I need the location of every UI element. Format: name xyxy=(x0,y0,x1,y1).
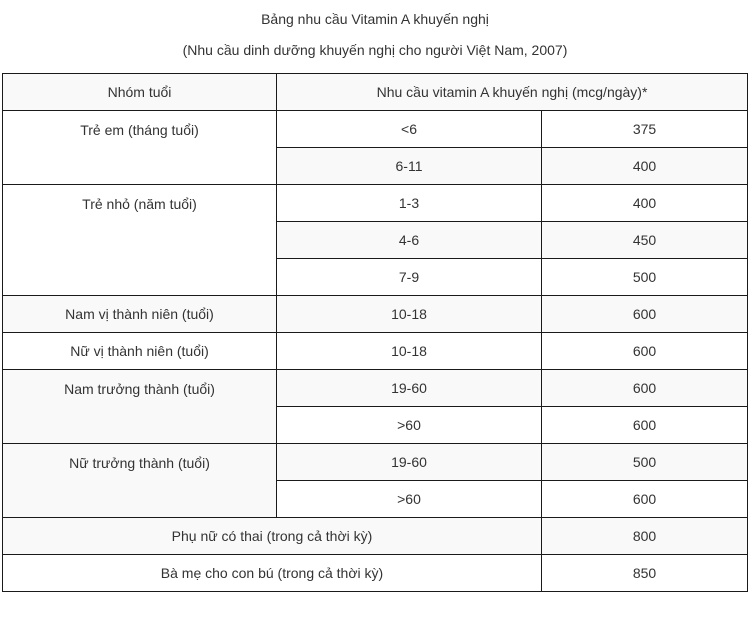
value-cell: 450 xyxy=(542,222,748,259)
vitamin-a-table xyxy=(2,73,748,592)
age-cell: 10-18 xyxy=(277,296,542,333)
age-cell: 19-60 xyxy=(277,370,542,407)
value-cell: 800 xyxy=(542,518,748,555)
special-label: Phụ nữ có thai (trong cả thời kỳ) xyxy=(3,518,542,555)
value-cell: 500 xyxy=(542,259,748,296)
age-cell: 4-6 xyxy=(277,222,542,259)
group-label: Nam trưởng thành (tuổi) xyxy=(3,370,277,444)
value-cell: 600 xyxy=(542,481,748,518)
value-cell: 600 xyxy=(542,407,748,444)
table-row xyxy=(3,111,748,148)
value-cell: 375 xyxy=(542,111,748,148)
value-cell: 400 xyxy=(542,185,748,222)
table-row xyxy=(3,444,748,481)
value-cell: 600 xyxy=(542,296,748,333)
group-label: Trẻ nhỏ (năm tuổi) xyxy=(3,185,277,296)
value-cell: 600 xyxy=(542,370,748,407)
header-age-group: Nhóm tuổi xyxy=(3,74,277,111)
table-row xyxy=(3,555,748,592)
age-cell: 6-11 xyxy=(277,148,542,185)
table-row xyxy=(3,333,748,370)
value-cell: 400 xyxy=(542,148,748,185)
value-cell: 500 xyxy=(542,444,748,481)
table-title: Bảng nhu cầu Vitamin A khuyến nghị xyxy=(261,11,489,27)
header-row xyxy=(3,74,748,111)
value-cell: 850 xyxy=(542,555,748,592)
table-row xyxy=(3,296,748,333)
group-label: Nam vị thành niên (tuổi) xyxy=(3,296,277,333)
group-label: Nữ vị thành niên (tuổi) xyxy=(3,333,277,370)
special-label: Bà mẹ cho con bú (trong cả thời kỳ) xyxy=(3,555,542,592)
table-row xyxy=(3,518,748,555)
table-subtitle: (Nhu cầu dinh dưỡng khuyến nghị cho người Việt Nam, 2007) xyxy=(182,42,568,58)
age-cell: 19-60 xyxy=(277,444,542,481)
age-cell: >60 xyxy=(277,481,542,518)
value-cell: 600 xyxy=(542,333,748,370)
age-cell: <6 xyxy=(277,111,542,148)
group-label: Nữ trưởng thành (tuổi) xyxy=(3,444,277,518)
age-cell: 1-3 xyxy=(277,185,542,222)
age-cell: >60 xyxy=(277,407,542,444)
table-row xyxy=(3,370,748,407)
age-cell: 7-9 xyxy=(277,259,542,296)
group-label: Trẻ em (tháng tuổi) xyxy=(3,111,277,185)
age-cell: 10-18 xyxy=(277,333,542,370)
table-row xyxy=(3,185,748,222)
header-requirement: Nhu cầu vitamin A khuyến nghị (mcg/ngày)* xyxy=(277,74,748,111)
